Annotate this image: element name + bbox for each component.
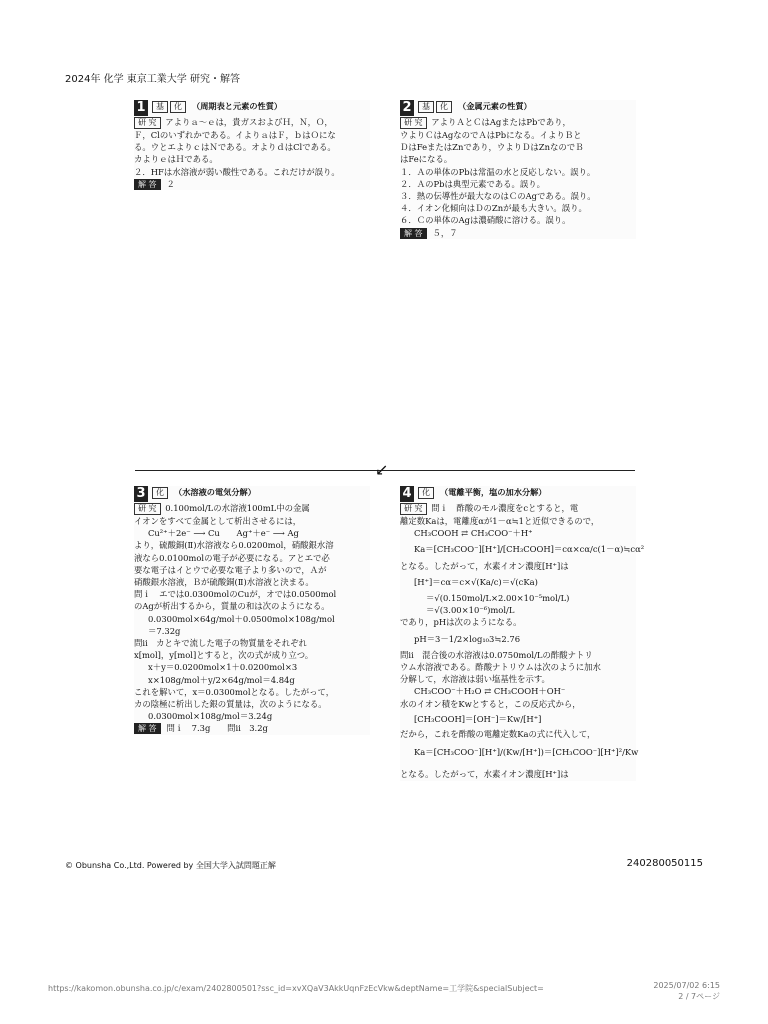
equation: Ka＝[CH₃COO⁻][H⁺]/(Kw/[H⁺])＝[CH₃COO⁻][H⁺]²/Kw [414, 747, 639, 758]
question-3 [134, 486, 370, 735]
tag-study: 研 究 [134, 503, 161, 515]
question-heading: （金属元素の性質） [458, 101, 532, 111]
tag-chemistry: 化 [170, 101, 186, 113]
answer-label: 解 答 [134, 179, 161, 190]
text-line: ウよりＣはAgなのでＡはPbになる。イよりＢと [400, 130, 582, 140]
print-date-page [653, 980, 720, 1002]
text-line: これを解いて，x＝0.0300molとなる。したがって， [134, 686, 335, 697]
text-line: 要な電子はイとウで必要な電子より多いので，Ａが [134, 564, 327, 575]
text-line: ２．HFは水溶液が弱い酸性である。これだけが誤り。 [134, 166, 340, 177]
equation: [H⁺]＝cα＝c×√(Ka/c)＝√(cKa) [414, 576, 538, 587]
text-line: 問ｉ 酢酸のモル濃度をcとすると，電 [431, 503, 579, 513]
equation: CH₃COO⁻＋H₂O ⇄ CH₃COOH＋OH⁻ [414, 686, 566, 697]
equation: 0.0300mol×64g/mol＋0.0500mol×108g/mol [148, 613, 335, 624]
text-line: ６．Ｃの単体のAgは濃硝酸に溶ける。誤り。 [400, 215, 571, 226]
text-line: 水のイオン積をKwとすると，この反応式から， [400, 698, 581, 709]
text-line: x[mol]，y[mol]とすると，次の式が成り立つ。 [134, 650, 314, 661]
equation: pH＝3－1/2×log₁₀3≒2.76 [414, 633, 521, 644]
text-line: となる。したがって，水素イオン濃度[H⁺]は [400, 560, 569, 571]
text-line: 問ｉ エでは0.0300molのCuが，オでは0.0500mol [134, 589, 337, 600]
question-number: 4 [400, 486, 414, 502]
question-number: 1 [134, 100, 148, 116]
answer-text: ５，７ [432, 227, 458, 238]
text-line: 硝酸銀水溶液，Ｂが硫酸銅(Ⅱ)水溶液と決まる。 [134, 577, 314, 588]
text-line: 問ⅱ カとキで流した電子の物質量をそれぞれ [134, 638, 307, 649]
question-heading: （電離平衡，塩の加水分解） [440, 487, 547, 497]
page-number: 2 / 7ページ [678, 992, 720, 1001]
text-line: Ｆ，Clのいずれかである。イよりａはＦ，ｂはＯにな [134, 130, 336, 140]
print-url[interactable]: https://kakomon.obunsha.co.jp/c/exam/2402800501?ssc_id=xvXQaV3AkkUqnFzEcVkw&deptName=工学院&specialSubject= [48, 984, 544, 993]
text-line: ２．ＡのPbは典型元素である。誤り。 [400, 178, 545, 189]
tag-study: 研 究 [400, 503, 427, 515]
text-line: であり，pHは次のようになる。 [400, 617, 522, 628]
equation: CH₃COOH ⇄ CH₃COO⁻＋H⁺ [414, 528, 533, 539]
tag-chemistry: 化 [436, 101, 452, 113]
equation: ＝√(0.150mol/L×2.00×10⁻⁵mol/L) [426, 593, 570, 604]
tag-chemistry: 化 [152, 487, 168, 499]
print-date: 2025/07/02 6:15 [653, 981, 720, 990]
text-line: だから，これを酢酸の電離定数Kaの式に代入して， [400, 729, 596, 740]
text-line: る。ウとエよりｃはＮである。オよりｄはClである。 [134, 142, 336, 153]
text-line: のAgが析出するから，質量の和は次のようになる。 [134, 601, 330, 612]
text-line: となる。したがって，水素イオン濃度[H⁺]は [400, 769, 569, 780]
page-header: 2024年 化学 東京工業大学 研究・解答 [65, 74, 240, 85]
text-line: ４．イオン化傾向はＤのZnが最も大きい。誤り。 [400, 203, 587, 214]
tag-chemistry: 化 [418, 487, 434, 499]
equation: ＝√(3.00×10⁻⁶)mol/L [426, 605, 515, 616]
question-heading: （水溶液の電気分解） [174, 487, 256, 497]
tag-study: 研 究 [134, 117, 161, 129]
question-number: 3 [134, 486, 148, 502]
text-line: より，硫酸銅(Ⅱ)水溶液なら0.0200mol，硝酸銀水溶 [134, 540, 334, 551]
answer-text: ２ [166, 178, 175, 189]
text-line: ＤはFeまたはZnであり，ウよりＤはZnなのでＢ [400, 142, 584, 153]
text-line: 離定数Kaは，電離度αが1－α≒1と近似できるので， [400, 516, 600, 526]
answer-label: 解 答 [134, 723, 161, 734]
text-line: １．Ａの単体のPbは常温の水と反応しない。誤り。 [400, 166, 596, 177]
question-4 [400, 486, 645, 781]
text-line: 分解して，水溶液は弱い塩基性を示す。 [400, 674, 550, 685]
text-line: アよりＡとＣはAgまたはPbであり， [431, 117, 571, 127]
document-code: 240280050115 [626, 858, 703, 869]
text-line: ３．熱の伝導性が最大なのはＣのAgである。誤り。 [400, 191, 596, 202]
question-1 [134, 100, 370, 190]
text-line: 問ⅱ 混合後の水溶液は0.0750mol/Lの酢酸ナトリ [400, 649, 593, 660]
text-line: 0.100mol/Lの水溶液100mL中の金属 [165, 503, 310, 513]
text-line: イオンをすべて金属として析出させるには， [134, 516, 302, 526]
equation: Ka＝[CH₃COO⁻][H⁺]/[CH₃COOH]＝cα×cα/c(1－α)≒cα² [414, 544, 645, 555]
equation: Cu²⁺＋2e⁻ ⟶ Cu Ag⁺＋e⁻ ⟶ Ag [148, 528, 299, 539]
text-line: アよりａ～ｅは，貴ガスおよびＨ，Ｎ，Ｏ， [165, 117, 333, 127]
tag-basic: 基 [152, 101, 168, 113]
question-number: 2 [400, 100, 414, 116]
equation: ＝7.32g [148, 625, 181, 636]
text-line: 液なら0.0100molの電子が必要になる。アとエで必 [134, 552, 330, 563]
question-2 [400, 100, 636, 239]
equation: 0.0300mol×108g/mol＝3.24g [148, 711, 273, 722]
answer-text: 問ｉ 7.3g 問ⅱ 3.2g [166, 723, 268, 734]
text-line: カの陰極に析出した銀の質量は，次のようになる。 [134, 699, 327, 710]
answer-label: 解 答 [400, 228, 427, 239]
tag-study: 研 究 [400, 117, 427, 129]
text-line: はFeになる。 [400, 154, 453, 165]
tag-basic: 基 [418, 101, 434, 113]
text-line: ウム水溶液である。酢酸ナトリウムは次のように加水 [400, 662, 601, 673]
equation: x＋y＝0.0200mol×1＋0.0200mol×3 [148, 662, 298, 673]
question-heading: （周期表と元素の性質） [192, 101, 283, 111]
equation: x×108g/mol＋y/2×64g/mol＝4.84g [148, 674, 295, 685]
copyright-text: © Obunsha Co.,Ltd. Powered by 全国大学入試問題正解 [65, 861, 276, 870]
arrow-icon: ↙ [375, 460, 389, 479]
text-line: カよりｅはＨである。 [134, 154, 218, 165]
equation: [CH₃COOH]＝[OH⁻]＝Kw/[H⁺] [414, 713, 542, 724]
